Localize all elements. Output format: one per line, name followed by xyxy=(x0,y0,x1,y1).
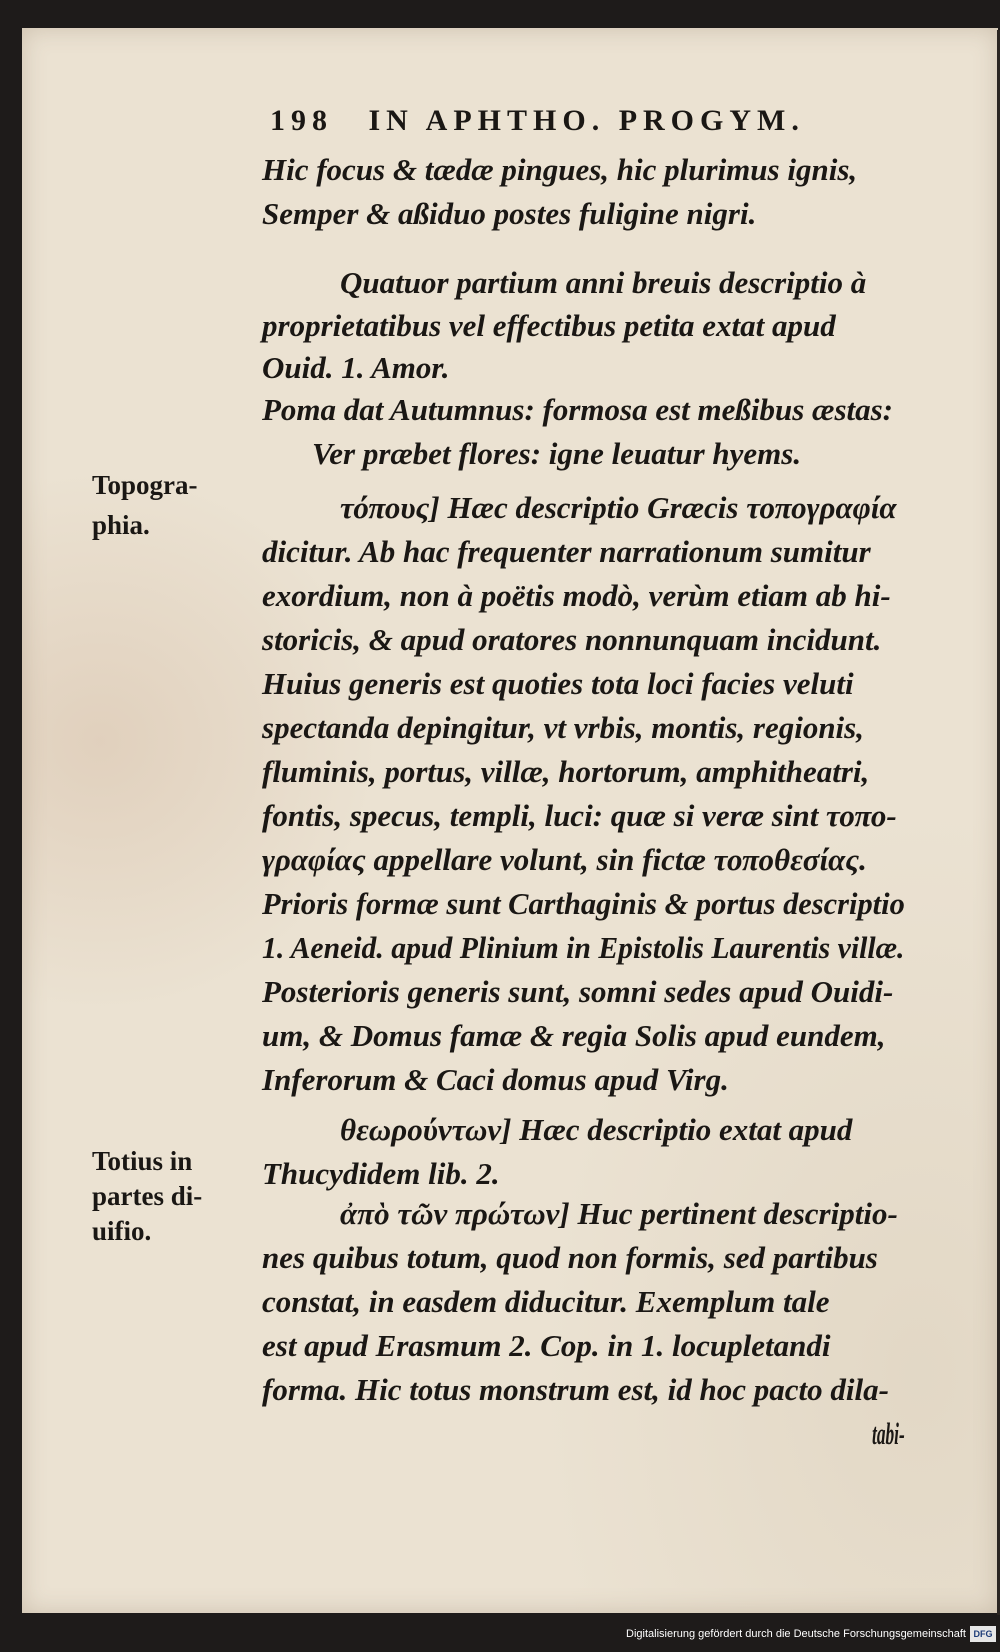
text-line: Huius generis est quoties tota loci facies veluti xyxy=(262,666,854,701)
text-line: proprietatibus vel effectibus petita extat apud xyxy=(262,308,836,343)
text-line: Poma dat Autumnus: formosa est meßibus æstas: xyxy=(262,392,894,427)
text-line: Hic focus & tædæ pingues, hic plurimus ignis, xyxy=(262,152,858,187)
margin-note-totius-3: uifio. xyxy=(92,1216,152,1246)
text-line: Ver præbet flores: igne leuatur hyems. xyxy=(312,436,802,471)
text-line: nes quibus totum, quod non formis, sed partibus xyxy=(262,1240,878,1275)
catchword: tabi- xyxy=(872,1416,905,1451)
dfg-logo-icon: DFG xyxy=(970,1626,996,1642)
text-line: γραφίας appellare volunt, sin fictæ τοποθεσίας. xyxy=(262,842,867,877)
margin-note-totius-2: partes di- xyxy=(92,1181,203,1211)
digitization-footer xyxy=(0,1622,1000,1652)
text-line: Ouid. 1. Amor. xyxy=(262,350,450,385)
text-line: 1. Aeneid. apud Plinium in Epistolis Laurentis villæ. xyxy=(262,930,905,965)
margin-note-topographia-2: phia. xyxy=(92,510,150,540)
text-line: exordium, non à poëtis modò, verùm etiam ab hi- xyxy=(262,578,891,613)
text-line: fontis, specus, templi, luci: quæ si veræ sint τοπο- xyxy=(262,798,897,833)
text-line: constat, in easdem diducitur. Exemplum tale xyxy=(262,1284,830,1319)
text-line: Posterioris generis sunt, somni sedes apud Ouidi- xyxy=(262,974,894,1009)
running-title: IN APHTHO. PROGYM. xyxy=(368,104,805,137)
text-line: fluminis, portus, villæ, hortorum, amphitheatri, xyxy=(262,754,870,789)
text-line: est apud Erasmum 2. Cop. in 1. locupletandi xyxy=(262,1328,831,1363)
margin-note-topographia-1: Topogra- xyxy=(92,470,198,500)
text-line: ἀπὸ τῶν πρώτων] Huc pertinent descriptio- xyxy=(340,1196,898,1231)
text-line: dicitur. Ab hac frequenter narrationum sumitur xyxy=(262,534,871,569)
text-line: Prioris formæ sunt Carthaginis & portus descriptio xyxy=(262,886,905,921)
margin-note-totius-1: Totius in xyxy=(92,1146,193,1176)
text-line: θεωρούντων] Hæc descriptio extat apud xyxy=(340,1112,853,1147)
text-line: Inferorum & Caci domus apud Virg. xyxy=(262,1062,729,1097)
text-line: Quatuor partium anni breuis descriptio à xyxy=(340,265,867,300)
text-line: Thucydidem lib. 2. xyxy=(262,1156,500,1191)
footer-credit: Digitalisierung gefördert durch die Deutsche Forschungsgemeinschaft xyxy=(626,1628,966,1640)
text-line: spectanda depingitur, vt vrbis, montis, regionis, xyxy=(262,710,864,745)
text-line: storicis, & apud oratores nonnunquam incidunt. xyxy=(262,622,882,657)
text-line: τόπους] Hæc descriptio Græcis τοπογραφία xyxy=(340,490,897,525)
text-line: forma. Hic totus monstrum est, id hoc pacto dila- xyxy=(262,1372,889,1407)
running-header xyxy=(270,104,805,138)
page-number: 198 xyxy=(270,104,333,137)
text-line: Semper & aßiduo postes fuligine nigri. xyxy=(262,196,757,231)
text-line: um, & Domus famæ & regia Solis apud eundem, xyxy=(262,1018,886,1053)
